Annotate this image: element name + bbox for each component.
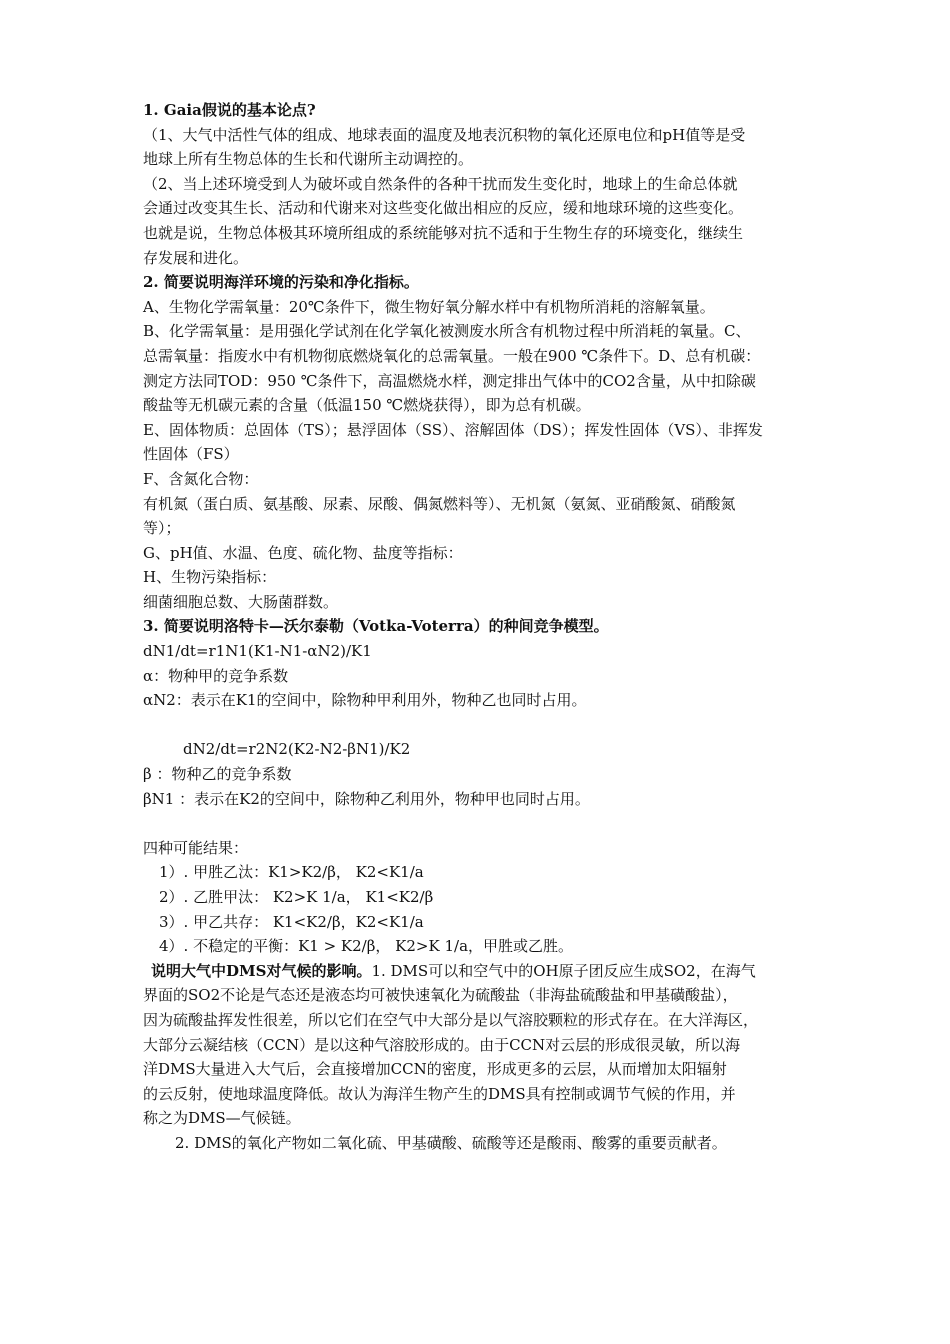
- paragraph-line: 洋DMS大量进入大气后，会直接增加CCN的密度，形成更多的云层，从而增加太阳辐射: [143, 1060, 727, 1079]
- paragraph-line: G、pH值、水温、色度、硫化物、盐度等指标：: [143, 543, 463, 562]
- paragraph-line: 地球上所有生物总体的生长和代谢所主动调控的。: [143, 150, 474, 169]
- paragraph-line: 有机氮（蛋白质、氨基酸、尿素、尿酸、偶氮燃料等）、无机氮（氨氮、亚硝酸氮、硝酸氮: [143, 494, 736, 513]
- paragraph-line: 的云反射，使地球温度降低。故认为海洋生物产生的DMS具有控制或调节气候的作用，并: [143, 1084, 736, 1103]
- question-4-line: [143, 959, 813, 984]
- paragraph-line: 会通过改变其生长、活动和代谢来对这些变化做出相应的反应，缓和地球环境的这些变化。: [143, 199, 744, 218]
- paragraph-line: α：物种甲的竞争系数: [143, 666, 289, 685]
- paragraph-line: H、生物污染指标：: [143, 568, 277, 587]
- formula-line: dN2/dt=r2N2(K2-N2-βN1)/K2: [183, 740, 411, 759]
- question-4-rest: 1. DMS可以和空气中的OH原子团反应生成SO2，在海气: [371, 961, 756, 980]
- result-item: 3）. 甲乙共存： K1<K2/β，K2<K1/a: [159, 912, 424, 931]
- paragraph-line: 2. DMS的氧化产物如二氧化硫、甲基磺酸、硫酸等还是酸雨、酸雾的重要贡献者。: [175, 1133, 727, 1152]
- paragraph-line: （1、大气中活性气体的组成、地球表面的温度及地表沉积物的氧化还原电位和pH值等是受: [143, 125, 746, 144]
- paragraph-line: 总需氧量：指废水中有机物彻底燃烧氧化的总需氧量。一般在900 ℃条件下。D、总有机碳：: [143, 346, 761, 365]
- paragraph-line: β ：物种乙的竞争系数: [143, 765, 292, 784]
- paragraph-line: A、生物化学需氧量：20℃条件下，微生物好氧分解水样中有机物所消耗的溶解氧量。: [143, 297, 715, 316]
- result-item: 2）. 乙胜甲汰： K2>K 1/a， K1<K2/β: [159, 888, 434, 906]
- question-2-heading: 2. 简要说明海洋环境的污染和净化指标。: [143, 273, 419, 292]
- blank-line: [143, 713, 813, 738]
- paragraph-line: F、含氮化合物：: [143, 469, 259, 488]
- paragraph-line: （2、当上述环境受到人为破坏或自然条件的各种干扰而发生变化时，地球上的生命总体就: [143, 174, 738, 193]
- blank-line: [143, 811, 813, 836]
- paragraph-line: B、化学需氧量：是用强化学试剂在化学氧化被测废水所含有机物过程中所消耗的氧量。C、: [143, 322, 751, 341]
- question-3-heading: 3. 简要说明洛特卡—沃尔泰勒（Votka-Voterra）的种间竞争模型。: [143, 617, 609, 636]
- paragraph-line: 测定方法同TOD：950 ℃条件下，高温燃烧水样，测定排出气体中的CO2含量，从中扣除碳: [143, 371, 756, 390]
- result-item: 4）. 不稳定的平衡：K1 > K2/β， K2>K 1/a，甲胜或乙胜。: [159, 937, 574, 956]
- paragraph-line: 四种可能结果：: [143, 838, 249, 857]
- paragraph-line: 也就是说，生物总体极其环境所组成的系统能够对抗不适和于生物生存的环境变化，继续生: [143, 223, 744, 242]
- formula-line: dN1/dt=r1N1(K1-N1-αN2)/K1: [143, 642, 372, 661]
- paragraph-line: αN2：表示在K1的空间中，除物种甲利用外，物种乙也同时占用。: [143, 691, 587, 710]
- paragraph-line: 等）；: [143, 519, 181, 538]
- paragraph-line: 称之为DMS—气候链。: [143, 1109, 301, 1128]
- paragraph-line: 界面的SO2不论是气态还是液态均可被快速氧化为硫酸盐（非海盐硫酸盐和甲基磺酸盐），: [143, 986, 738, 1005]
- paragraph-line: 因为硫酸盐挥发性很差，所以它们在空气中大部分是以气溶胶颗粒的形式存在。在大洋海区，: [143, 1010, 759, 1029]
- paragraph-line: 存发展和进化。: [143, 248, 249, 267]
- paragraph-line: 性固体（FS）: [143, 445, 239, 464]
- paragraph-line: βN1 ：表示在K2的空间中，除物种乙利用外，物种甲也同时占用。: [143, 789, 590, 808]
- document-page: [143, 98, 813, 1156]
- result-item: 1）. 甲胜乙汰：K1>K2/β， K2<K1/a: [159, 863, 424, 882]
- paragraph-line: E、固体物质：总固体（TS）；悬浮固体（SS）、溶解固体（DS）；挥发性固体（VS）、非挥发: [143, 420, 763, 439]
- paragraph-line: 细菌细胞总数、大肠菌群数。: [143, 592, 339, 611]
- question-4-heading: 说明大气中DMS对气候的影响。: [151, 961, 372, 980]
- question-1-heading: 1. Gaia假说的基本论点?: [143, 101, 316, 119]
- paragraph-line: 大部分云凝结核（CCN）是以这种气溶胶形成的。由于CCN对云层的形成很灵敏，所以海: [143, 1035, 741, 1054]
- paragraph-line: 酸盐等无机碳元素的含量（低温150 ℃燃烧获得），即为总有机碳。: [143, 396, 591, 415]
